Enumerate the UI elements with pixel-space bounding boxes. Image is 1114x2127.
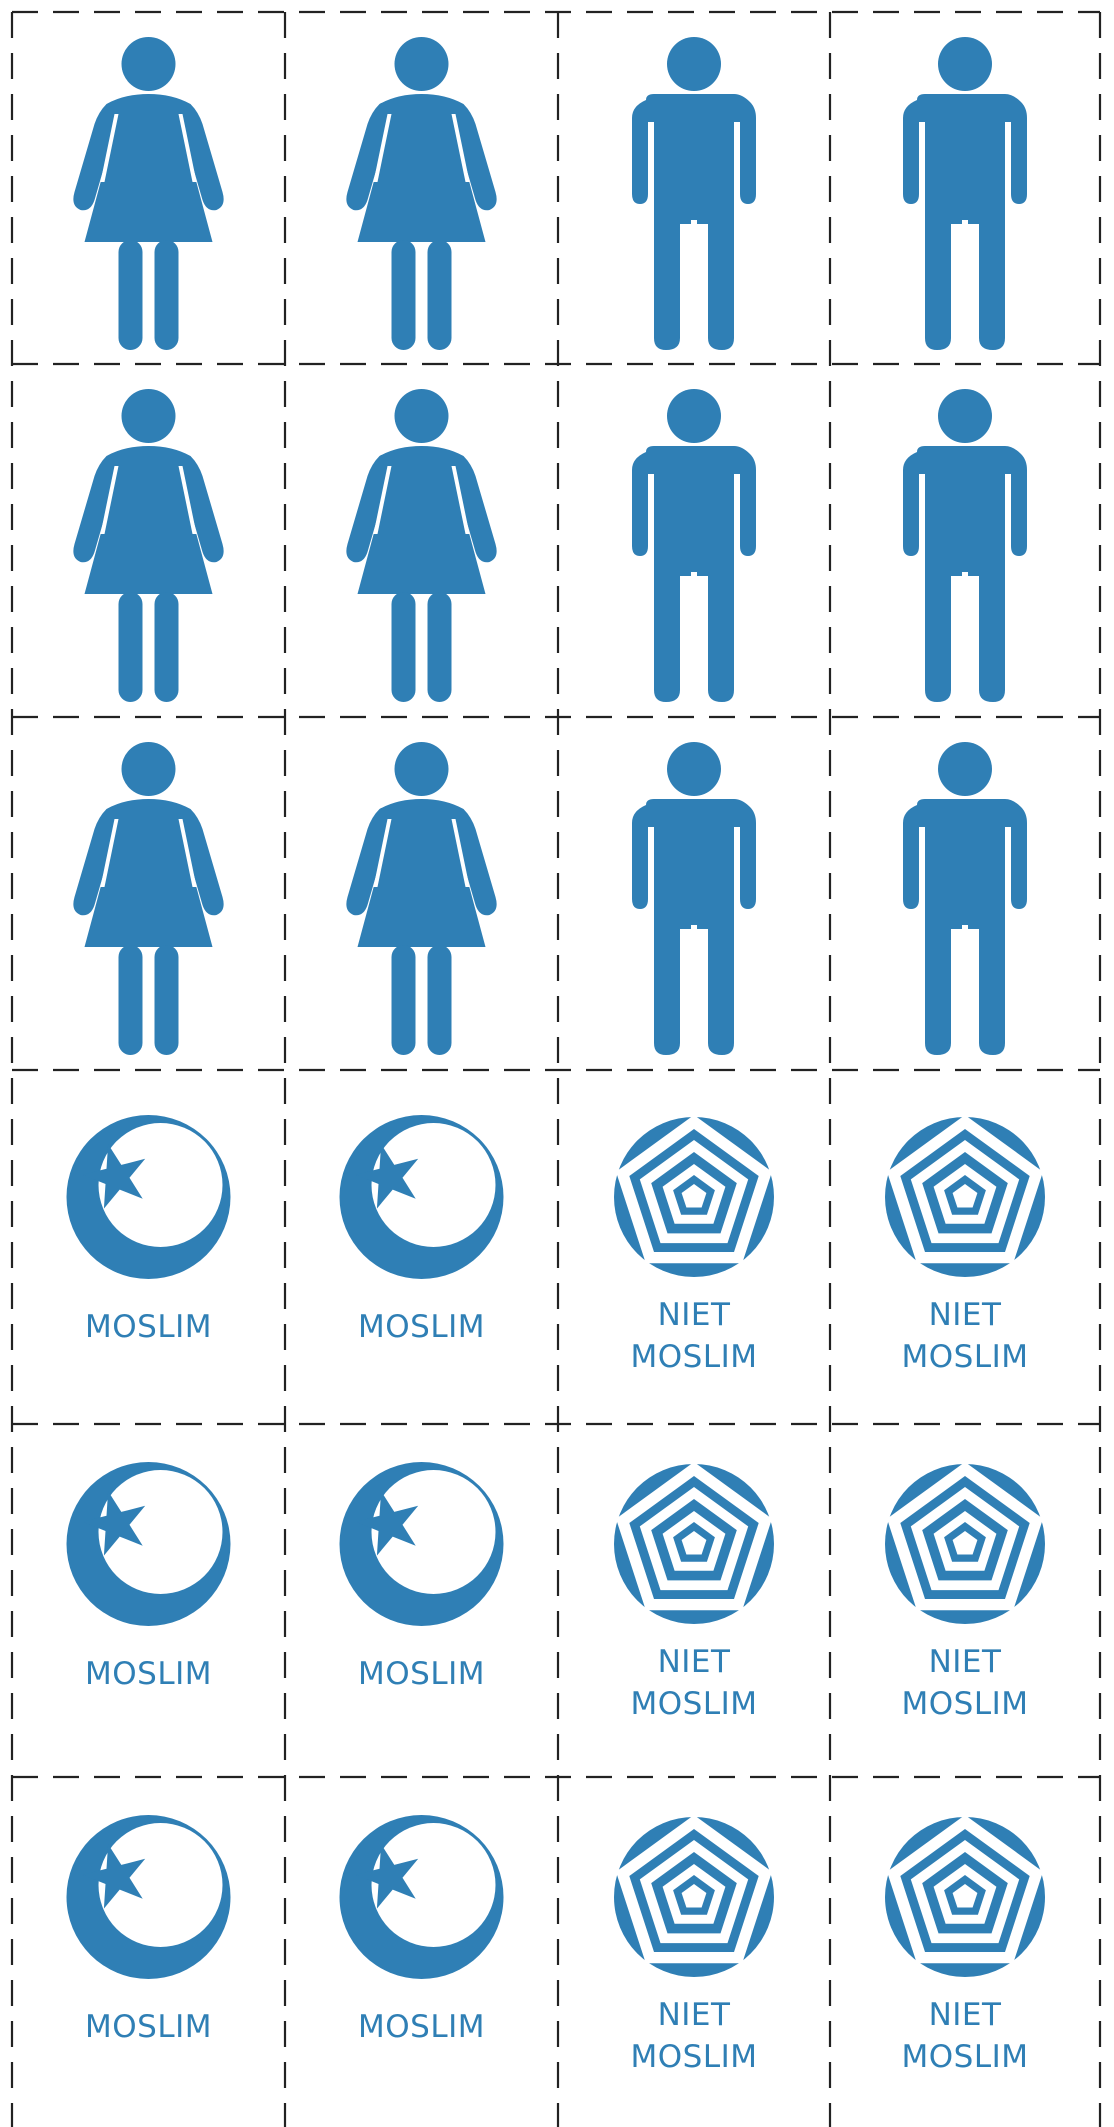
pentagon-icon — [614, 1115, 774, 1277]
woman-icon — [346, 37, 496, 350]
card-label: MOSLIM — [901, 1339, 1029, 1375]
card-moslim — [67, 1815, 231, 2045]
card-label: MOSLIM — [85, 2009, 212, 2045]
man-icon — [632, 742, 756, 1055]
crescent-star-icon — [340, 1462, 504, 1626]
card-label: MOSLIM — [630, 1339, 758, 1375]
card-man — [632, 37, 756, 350]
pentagon-icon — [885, 1115, 1045, 1277]
crescent-star-icon — [340, 1115, 504, 1279]
card-label: NIET — [657, 1644, 731, 1680]
card-man — [632, 742, 756, 1055]
card-niet-moslim — [614, 1462, 774, 1722]
man-icon — [903, 37, 1027, 350]
card-label: MOSLIM — [630, 2039, 758, 2075]
card-label: MOSLIM — [85, 1309, 212, 1345]
card-woman — [346, 389, 496, 702]
card-moslim — [67, 1115, 231, 1345]
crescent-star-icon — [67, 1115, 231, 1279]
card-label: NIET — [928, 1644, 1002, 1680]
card-label: MOSLIM — [358, 1309, 485, 1345]
card-label: MOSLIM — [85, 1656, 212, 1692]
pentagon-icon — [614, 1815, 774, 1977]
card-woman — [73, 742, 223, 1055]
card-man — [903, 389, 1027, 702]
card-woman — [346, 742, 496, 1055]
pentagon-icon — [885, 1815, 1045, 1977]
woman-icon — [73, 389, 223, 702]
pentagon-icon — [885, 1462, 1045, 1624]
man-icon — [632, 389, 756, 702]
woman-icon — [73, 37, 223, 350]
card-woman — [73, 37, 223, 350]
card-label: MOSLIM — [358, 1656, 485, 1692]
card-man — [903, 37, 1027, 350]
pentagon-icon — [614, 1462, 774, 1624]
card-niet-moslim — [614, 1115, 774, 1375]
card-label: NIET — [657, 1297, 731, 1333]
crescent-star-icon — [340, 1815, 504, 1979]
card-moslim — [340, 1815, 504, 2045]
man-icon — [903, 389, 1027, 702]
card-man — [632, 389, 756, 702]
card-label: NIET — [657, 1997, 731, 2033]
man-icon — [632, 37, 756, 350]
card-label: MOSLIM — [358, 2009, 485, 2045]
crescent-star-icon — [67, 1462, 231, 1626]
card-label: MOSLIM — [901, 2039, 1029, 2075]
card-label: NIET — [928, 1997, 1002, 2033]
card-moslim — [340, 1115, 504, 1345]
card-niet-moslim — [885, 1115, 1045, 1375]
card-label: MOSLIM — [630, 1686, 758, 1722]
card-niet-moslim — [885, 1815, 1045, 2075]
card-moslim — [67, 1462, 231, 1692]
card-woman — [73, 389, 223, 702]
man-icon — [903, 742, 1027, 1055]
card-label: NIET — [928, 1297, 1002, 1333]
woman-icon — [346, 389, 496, 702]
card-label: MOSLIM — [901, 1686, 1029, 1722]
card-niet-moslim — [885, 1462, 1045, 1722]
card-woman — [346, 37, 496, 350]
woman-icon — [346, 742, 496, 1055]
card-moslim — [340, 1462, 504, 1692]
card-niet-moslim — [614, 1815, 774, 2075]
card-man — [903, 742, 1027, 1055]
woman-icon — [73, 742, 223, 1055]
card-grid — [67, 37, 1046, 2075]
crescent-star-icon — [67, 1815, 231, 1979]
